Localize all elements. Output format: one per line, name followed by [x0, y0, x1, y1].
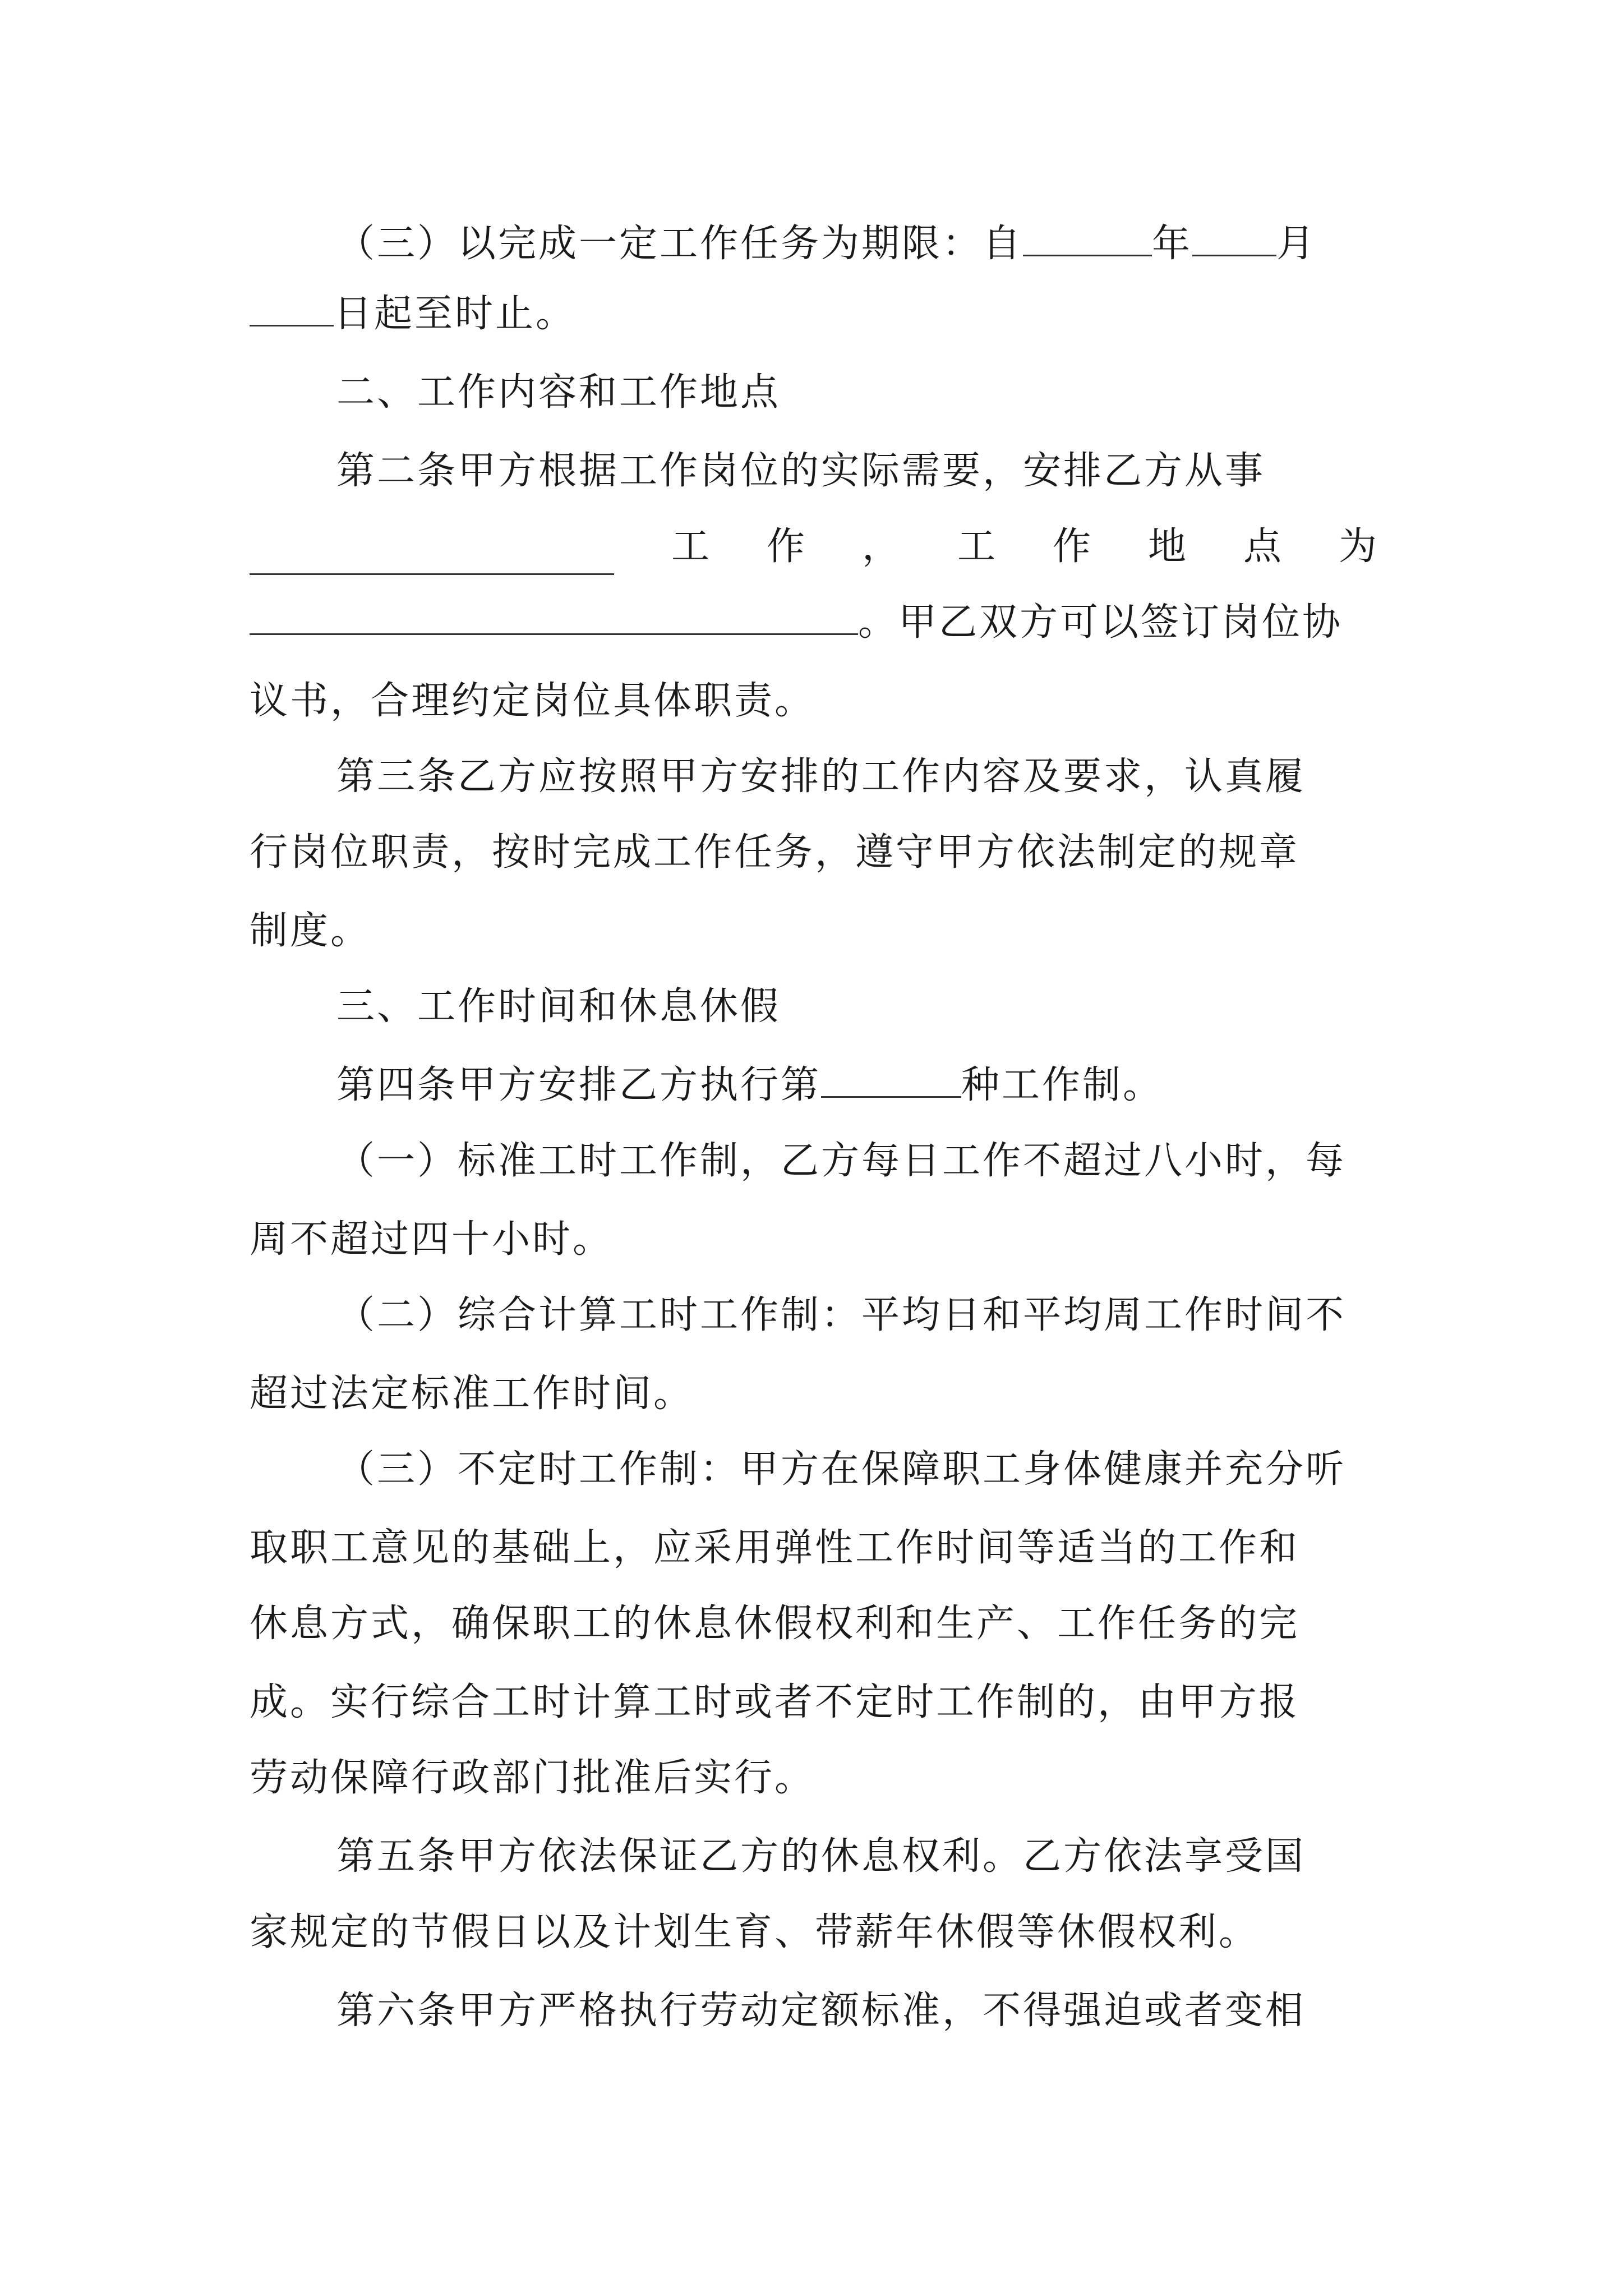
- article-2-line-4: 议书，合理约定岗位具体职责。: [250, 679, 815, 723]
- item-2-line-1: （二）综合计算工时工作制：平均日和平均周工作时间不: [336, 1293, 1347, 1337]
- item-2-line-2: 超过法定标准工作时间。: [250, 1372, 694, 1416]
- article-2-line-1: 第二条甲方根据工作岗位的实际需要，安排乙方从事: [336, 449, 1266, 493]
- text: 为: [1338, 524, 1377, 569]
- text: 。甲乙双方可以签订岗位协: [858, 600, 1343, 645]
- text: 工: [957, 524, 995, 569]
- item-3-line-4: 成。实行综合工时计算工时或者不定时工作制的，由甲方报: [250, 1680, 1300, 1724]
- text: 地: [1147, 524, 1186, 569]
- article-4: [336, 1057, 1377, 1114]
- article-3-line-1: 第三条乙方应按照甲方安排的工作内容及要求，认真履: [336, 754, 1306, 799]
- item-1-line-2: 周不超过四十小时。: [250, 1217, 614, 1262]
- section-heading-3: 三、工作时间和休息休假: [336, 984, 781, 1029]
- item-1-line-1: （一）标准工时工作制，乙方每日工作不超过八小时，每: [336, 1139, 1347, 1183]
- paragraph-term-task: [336, 216, 1377, 272]
- text: ，: [861, 524, 900, 569]
- text: 工: [671, 524, 709, 569]
- text: 作: [766, 524, 805, 569]
- article-2-line-3: [250, 595, 1377, 651]
- text: 第四条甲方安排乙方执行第: [336, 1063, 822, 1107]
- location-blank: [250, 597, 858, 635]
- section-heading-2: 二、工作内容和工作地点: [336, 370, 781, 415]
- article-2-line-2: [250, 519, 1377, 575]
- item-3-line-3: 休息方式，确保职工的休息休假权利和生产、工作任务的完: [250, 1602, 1300, 1646]
- article-5-line-1: 第五条甲方依法保证乙方的休息权利。乙方依法享受国: [336, 1834, 1306, 1879]
- article-3-line-2: 行岗位职责，按时完成工作任务，遵守甲方依法制定的规章: [250, 830, 1300, 875]
- year-blank: [1023, 219, 1152, 256]
- text: （三）以完成一定工作任务为期限：自: [336, 222, 1023, 266]
- text: 月: [1276, 222, 1317, 266]
- job-blank: [250, 537, 614, 575]
- item-3-line-1: （三）不定时工作制：甲方在保障职工身体健康并充分听: [336, 1447, 1347, 1492]
- article-3-line-3: 制度。: [250, 909, 371, 953]
- month-blank: [1192, 219, 1276, 256]
- day-blank: [250, 289, 334, 326]
- item-3-line-2: 取职工意见的基础上，应采用弹性工作时间等适当的工作和: [250, 1526, 1300, 1570]
- work-system-blank: [821, 1060, 961, 1098]
- paragraph-term-task-cont: [250, 286, 1377, 342]
- item-3-line-5: 劳动保障行政部门批准后实行。: [250, 1756, 815, 1800]
- text: 日起至时止。: [334, 292, 577, 336]
- text: 点: [1243, 524, 1281, 569]
- text: 作: [1052, 524, 1091, 569]
- article-5-line-2: 家规定的节假日以及计划生育、带薪年休假等休假权利。: [250, 1910, 1260, 1954]
- text: 种工作制。: [961, 1063, 1164, 1107]
- text: 年: [1152, 222, 1193, 266]
- article-6-line-1: 第六条甲方严格执行劳动定额标准，不得强迫或者变相: [336, 1989, 1306, 2033]
